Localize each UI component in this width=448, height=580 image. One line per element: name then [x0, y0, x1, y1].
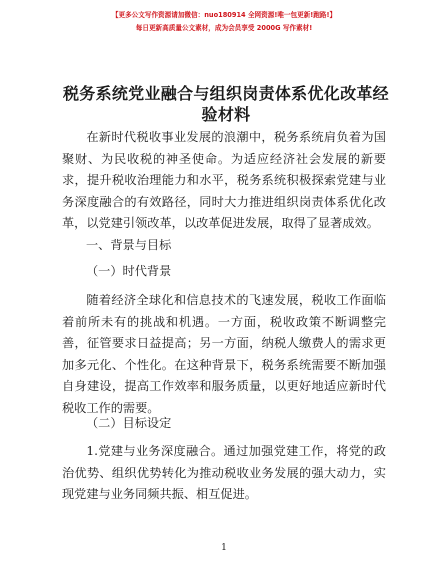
promo-banner — [0, 9, 448, 35]
intro-paragraph: 在新时代税收事业发展的浪潮中，税务系统肩负着为国聚财、为民收税的神圣使命。为适应经济社会发展的新要求，提升税收治理能力和水平，税务系统积极探索党建与业务深度融合的有效路径，同时大力推进组织岗责体系优化改革，以党建引领改革，以改革促进发展，取得了显著成效。 — [62, 130, 386, 231]
era-background-paragraph: 随着经济全球化和信息技术的飞速发展，税收工作面临着前所未有的挑战和机遇。一方面，税收政策不断调整完善，征管要求日益提高；另一方面，纳税人缴费人的需求更加多元化、个性化。在这种背景下，税务系统需要不断加强自身建设，提高工作效率和服务质量，以更好地适应新时代税收工作的需要。 — [62, 293, 386, 415]
page-number: 1 — [221, 543, 227, 553]
section-heading-background: 一、背景与目标 — [86, 238, 172, 252]
subsection-heading-era: （一）时代背景 — [86, 264, 172, 278]
promo-banner-line-1: 【更多公文写作资源请加微信：nuo180914 全网资源!唯一包更新!跑路!】 — [111, 11, 337, 19]
subsection-heading-goals: （二）目标设定 — [86, 416, 172, 430]
promo-banner-line-2: 每日更新高质量公文素材，成为会员享受 2000G 写作素材! — [135, 24, 313, 32]
goal-point-1: 1.党建与业务深度融合。通过加强党建工作，将党的政治优势、组织优势转化为推动税收业务发展的强大动力，实现党建与业务同频共振、相互促进。 — [62, 444, 386, 502]
document-title: 税务系统党业融合与组织岗责体系优化改革经验材料 — [62, 84, 389, 124]
